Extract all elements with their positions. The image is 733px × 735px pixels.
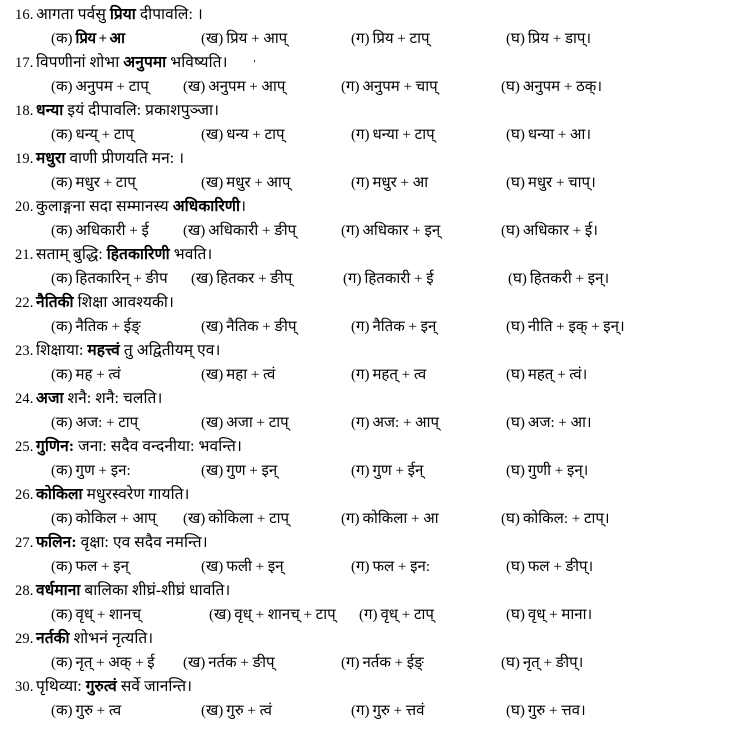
option-marker-b: (ख) [201, 319, 224, 335]
options-row [6, 507, 727, 531]
option-marker-b: (ख) [201, 415, 224, 431]
question-line [6, 483, 727, 507]
question-text [36, 147, 184, 171]
question-suffix: भविष्यति। [166, 54, 228, 71]
question-text [36, 3, 203, 27]
question-keyword: गुणिन: [36, 438, 75, 455]
option-c[interactable] [351, 363, 506, 387]
option-a-text: प्रिय + आ [75, 31, 125, 47]
question-keyword: गुरुत्वं [85, 678, 117, 695]
option-b-text: गुण + इन् [226, 463, 278, 479]
question-suffix: जना: सदैव वन्दनीया: भवन्ति। [74, 438, 242, 455]
option-b-text: गुरु + त्वं [226, 703, 272, 719]
option-a[interactable] [51, 555, 201, 579]
option-d-text: अधिकार + ई। [522, 223, 598, 239]
option-marker-d: (घ) [506, 367, 525, 383]
option-d-text: नृत् + ङीप्। [522, 655, 584, 671]
option-c[interactable] [341, 75, 501, 99]
question-suffix: मधुरस्वरेण गायति। [82, 486, 190, 503]
option-c-text: वृध् + टाप् [380, 607, 434, 623]
option-marker-d: (घ) [506, 175, 525, 191]
option-marker-c: (ग) [341, 655, 360, 671]
option-marker-d: (घ) [501, 511, 520, 527]
question-suffix: वाणी प्रीणयति मन: । [65, 150, 185, 167]
option-marker-c: (ग) [351, 703, 370, 719]
option-marker-c: (ग) [351, 463, 370, 479]
option-b-text: वृध् + शानच् + टाप् [234, 607, 336, 623]
options-row [6, 75, 727, 99]
question-prefix: आगता पर्वसु [36, 6, 110, 23]
option-d[interactable] [506, 603, 592, 627]
options-row [6, 315, 727, 339]
option-c[interactable] [351, 27, 506, 51]
option-b-text: नर्तक + ङीप् [208, 655, 275, 671]
option-d[interactable] [506, 27, 591, 51]
question-text [36, 339, 221, 363]
question-suffix: तु अद्वितीयम् एव। [119, 342, 221, 359]
option-c[interactable] [351, 315, 506, 339]
option-marker-b: (ख) [201, 175, 224, 191]
question-number: 24. [15, 391, 34, 407]
option-a-text: गुण + इन: [75, 463, 131, 479]
option-a-text: मह + त्वं [75, 367, 121, 383]
option-marker-d: (घ) [501, 655, 520, 671]
option-marker-b: (ख) [183, 79, 206, 95]
option-b-text: महा + त्वं [226, 367, 276, 383]
option-d-text: मधुर + चाप्। [527, 175, 596, 191]
option-a-text: कोकिल + आप् [75, 511, 157, 527]
option-marker-d: (घ) [506, 703, 525, 719]
option-b[interactable] [201, 363, 351, 387]
option-marker-a: (क) [51, 655, 73, 671]
option-c-text: नर्तक + ईङ् [362, 655, 424, 671]
option-a-text: अनुपम + टाप् [75, 79, 149, 95]
option-b-text: मधुर + आप् [226, 175, 291, 191]
question-prefix: पृथिव्या: [36, 678, 86, 695]
option-c[interactable] [351, 411, 506, 435]
option-d-text: धन्या + आ। [527, 127, 592, 143]
option-b[interactable] [201, 123, 351, 147]
question-text [36, 243, 212, 267]
option-marker-d: (घ) [508, 271, 527, 287]
option-b-text: धन्य + टाप् [226, 127, 285, 143]
option-marker-d: (घ) [501, 223, 520, 239]
question-suffix: इयं दीपावलि: प्रकाशपुञ्जा। [63, 102, 220, 119]
option-a-text: वृध् + शानच् [75, 607, 141, 623]
question-block [6, 3, 727, 51]
option-c[interactable] [351, 555, 506, 579]
option-d[interactable] [506, 699, 586, 723]
question-line [6, 99, 727, 123]
option-a[interactable] [51, 267, 191, 291]
option-a-text: हितकारिन् + ङीप [75, 271, 168, 287]
option-marker-b: (ख) [183, 223, 206, 239]
option-a-text: गुरु + त्व [75, 703, 122, 719]
option-marker-b: (ख) [201, 127, 224, 143]
options-row [6, 171, 727, 195]
question-block [6, 339, 727, 387]
option-marker-c: (ग) [341, 223, 360, 239]
option-b-text: फली + इन् [226, 559, 284, 575]
option-c[interactable] [341, 507, 501, 531]
question-block [6, 675, 727, 723]
question-number: 28. [15, 583, 34, 599]
question-keyword: धन्या [36, 102, 64, 119]
question-number: 16. [15, 7, 34, 23]
question-text [36, 531, 208, 555]
option-b[interactable] [201, 27, 351, 51]
question-number: 29. [15, 631, 34, 647]
option-marker-c: (ग) [359, 607, 378, 623]
question-number: 22. [15, 295, 34, 311]
question-number: 19. [15, 151, 34, 167]
question-block [6, 195, 727, 243]
option-b[interactable] [201, 315, 351, 339]
option-marker-b: (ख) [201, 367, 224, 383]
option-b[interactable] [201, 699, 351, 723]
option-marker-d: (घ) [506, 31, 525, 47]
option-a[interactable] [51, 411, 201, 435]
option-c-text: अधिकार + इन् [362, 223, 441, 239]
option-d[interactable] [501, 507, 610, 531]
question-text [36, 99, 219, 123]
question-text [36, 435, 242, 459]
options-row [6, 27, 727, 51]
question-text [36, 483, 190, 507]
question-number: 26. [15, 487, 34, 503]
question-suffix: शिक्षा आवश्यकी। [73, 294, 174, 311]
options-row [6, 267, 727, 291]
question-number: 25. [15, 439, 34, 455]
option-c-text: फल + इन: [372, 559, 430, 575]
options-row [6, 459, 727, 483]
question-keyword: फलिन: [36, 534, 77, 551]
option-d-text: वृध् + माना। [527, 607, 593, 623]
option-c-text: अज: + आप् [372, 415, 440, 431]
option-b[interactable] [183, 75, 341, 99]
option-a[interactable] [51, 171, 201, 195]
question-line [6, 243, 727, 267]
option-a-text: फल + इन् [75, 559, 129, 575]
question-block [6, 483, 727, 531]
options-row [6, 219, 727, 243]
option-marker-b: (ख) [209, 607, 232, 623]
question-number: 20. [15, 199, 34, 215]
option-a[interactable] [51, 123, 201, 147]
question-prefix: सताम् बुद्धि: [36, 246, 107, 263]
question-keyword: हितकारिणी [106, 246, 170, 263]
question-number: 18. [15, 103, 34, 119]
option-marker-a: (क) [51, 79, 73, 95]
option-b[interactable] [201, 411, 351, 435]
question-suffix: शोभनं नृत्यति। [69, 630, 154, 647]
option-d-text: अज: + आ। [527, 415, 592, 431]
option-marker-a: (क) [51, 223, 73, 239]
question-suffix: वृक्षा: एव सदैव नमन्ति। [76, 534, 208, 551]
option-d[interactable] [501, 75, 602, 99]
question-text [36, 675, 192, 699]
option-marker-a: (क) [51, 703, 73, 719]
options-row [6, 363, 727, 387]
question-number: 23. [15, 343, 34, 359]
option-c[interactable] [341, 219, 501, 243]
option-d-text: हितकरी + इन्। [529, 271, 610, 287]
question-keyword: अधिकारिणी [172, 198, 241, 215]
option-marker-b: (ख) [201, 559, 224, 575]
option-d-text: नीति + इक् + इन्। [527, 319, 625, 335]
option-a[interactable] [51, 651, 183, 675]
option-marker-a: (क) [51, 319, 73, 335]
option-a-text: नृत् + अक् + ई [75, 655, 155, 671]
option-d[interactable] [506, 363, 587, 387]
option-a[interactable] [51, 363, 201, 387]
options-row [6, 603, 727, 627]
option-c-text: प्रिय + टाप् [372, 31, 430, 47]
option-marker-d: (घ) [506, 415, 525, 431]
option-c[interactable] [351, 699, 506, 723]
option-c-text: नैतिक + इन् [372, 319, 437, 335]
question-keyword: प्रिया [109, 6, 136, 23]
question-text [36, 627, 153, 651]
option-a[interactable] [51, 27, 201, 51]
option-b[interactable] [183, 651, 341, 675]
option-marker-c: (ग) [341, 79, 360, 95]
options-row [6, 651, 727, 675]
options-row [6, 555, 727, 579]
options-row [6, 123, 727, 147]
option-marker-c: (ग) [351, 319, 370, 335]
option-d[interactable] [506, 411, 592, 435]
question-number: 30. [15, 679, 34, 695]
option-marker-b: (ख) [201, 463, 224, 479]
option-d-text: महत् + त्वं। [527, 367, 588, 383]
option-b-text: अजा + टाप् [226, 415, 289, 431]
option-marker-a: (क) [51, 463, 73, 479]
option-marker-b: (ख) [183, 511, 206, 527]
option-b[interactable] [183, 507, 341, 531]
question-keyword: नैतिकी [36, 294, 74, 311]
question-line [6, 627, 727, 651]
option-c[interactable] [351, 171, 506, 195]
option-c[interactable] [341, 651, 501, 675]
question-keyword: महत्त्वं [87, 342, 120, 359]
option-d[interactable] [508, 267, 609, 291]
option-d[interactable] [506, 171, 596, 195]
option-c-text: गुरु + त्तवं [372, 703, 425, 719]
option-b[interactable] [201, 555, 351, 579]
option-marker-b: (ख) [191, 271, 214, 287]
option-marker-c: (ग) [341, 511, 360, 527]
option-marker-a: (क) [51, 559, 73, 575]
question-keyword: कोकिला [36, 486, 83, 503]
option-d-text: गुरु + त्तव। [527, 703, 586, 719]
option-d[interactable] [506, 555, 593, 579]
option-d[interactable] [506, 315, 625, 339]
question-block [6, 435, 727, 483]
option-c[interactable] [359, 603, 506, 627]
option-marker-b: (ख) [201, 31, 224, 47]
option-marker-c: (ग) [351, 367, 370, 383]
question-text [36, 387, 162, 411]
option-a[interactable] [51, 603, 209, 627]
question-line [6, 435, 727, 459]
option-c-text: अनुपम + चाप् [362, 79, 438, 95]
option-a[interactable] [51, 459, 201, 483]
option-marker-d: (घ) [501, 79, 520, 95]
question-suffix: बालिका शीघ्रं-शीघ्रं धावति। [80, 582, 231, 599]
option-b-text: नैतिक + ङीप् [226, 319, 297, 335]
question-suffix: सर्वे जानन्ति। [116, 678, 193, 695]
question-line [6, 387, 727, 411]
option-marker-a: (क) [51, 127, 73, 143]
question-text [36, 579, 230, 603]
option-marker-d: (घ) [506, 559, 525, 575]
option-d[interactable] [506, 123, 591, 147]
question-text [36, 291, 174, 315]
question-text [36, 195, 246, 219]
option-d-text: अनुपम + ठक्। [522, 79, 603, 95]
question-number: 21. [15, 247, 34, 263]
question-block [6, 147, 727, 195]
option-a[interactable] [51, 507, 183, 531]
option-b-text: प्रिय + आप् [226, 31, 288, 47]
question-line [6, 51, 727, 75]
option-marker-b: (ख) [201, 703, 224, 719]
question-text [36, 51, 228, 75]
option-marker-c: (ग) [351, 127, 370, 143]
option-marker-c: (ग) [351, 175, 370, 191]
option-marker-c: (ग) [351, 415, 370, 431]
question-line [6, 579, 727, 603]
question-line [6, 147, 727, 171]
option-b[interactable] [209, 603, 359, 627]
question-block [6, 291, 727, 339]
option-b[interactable] [201, 459, 351, 483]
option-a-text: धन्य् + टाप् [75, 127, 134, 143]
option-marker-a: (क) [51, 511, 73, 527]
option-a[interactable] [51, 75, 183, 99]
question-line [6, 3, 727, 27]
question-block [6, 51, 727, 99]
question-number: 27. [15, 535, 34, 551]
question-prefix: विपणीनां शोभा [36, 54, 124, 71]
option-a-text: मधुर + टाप् [75, 175, 136, 191]
option-d-text: फल + ङीप्। [527, 559, 594, 575]
question-keyword: वर्धमाना [36, 582, 81, 599]
option-a[interactable] [51, 219, 183, 243]
option-c-text: महत् + त्व [372, 367, 427, 383]
option-marker-a: (क) [51, 607, 73, 623]
option-a-text: अधिकारी + ई [75, 223, 149, 239]
option-marker-a: (क) [51, 31, 73, 47]
option-b-text: हितकर + ङीप् [216, 271, 293, 287]
option-a[interactable] [51, 699, 201, 723]
question-line [6, 195, 727, 219]
option-b-text: कोकिला + टाप् [208, 511, 290, 527]
option-marker-a: (क) [51, 271, 73, 287]
question-suffix: शनै: शनै: चलति। [63, 390, 163, 407]
option-d[interactable] [501, 651, 583, 675]
question-block [6, 243, 727, 291]
question-suffix: दीपावलि: । [135, 6, 203, 23]
option-c[interactable] [351, 459, 506, 483]
option-a-text: अज: + टाप् [75, 415, 139, 431]
question-prefix: शिक्षाया: [36, 342, 88, 359]
option-marker-a: (क) [51, 367, 73, 383]
options-row [6, 699, 727, 723]
option-c[interactable] [343, 267, 508, 291]
option-b[interactable] [191, 267, 343, 291]
stray-ink-mark: ' [253, 58, 256, 70]
option-b-text: अनुपम + आप् [208, 79, 286, 95]
option-marker-c: (ग) [351, 31, 370, 47]
option-c-text: धन्या + टाप् [372, 127, 435, 143]
option-marker-c: (ग) [351, 559, 370, 575]
question-prefix: कुलाङ्गना सदा सम्मानस्य [36, 198, 173, 215]
option-d[interactable] [501, 219, 598, 243]
option-a-text: नैतिक + ईङ् [75, 319, 141, 335]
option-b[interactable] [201, 171, 351, 195]
option-marker-b: (ख) [183, 655, 206, 671]
options-row [6, 411, 727, 435]
question-keyword: अजा [36, 390, 64, 407]
question-keyword: अनुपमा [123, 54, 167, 71]
option-a[interactable] [51, 315, 201, 339]
option-d-text: प्रिय + डाप्। [527, 31, 592, 47]
option-marker-d: (घ) [506, 319, 525, 335]
question-line [6, 531, 727, 555]
question-keyword: नर्तकी [36, 630, 70, 647]
option-marker-d: (घ) [506, 127, 525, 143]
option-c-text: मधुर + आ [372, 175, 429, 191]
question-block [6, 531, 727, 579]
question-block [6, 99, 727, 147]
option-c-text: हितकारी + ई [364, 271, 434, 287]
question-block [6, 387, 727, 435]
question-line [6, 291, 727, 315]
question-block [6, 579, 727, 627]
question-line [6, 339, 727, 363]
option-b[interactable] [183, 219, 341, 243]
option-marker-a: (क) [51, 175, 73, 191]
question-suffix: । [240, 198, 247, 215]
option-c-text: गुण + ईन् [372, 463, 424, 479]
question-block [6, 627, 727, 675]
option-marker-a: (क) [51, 415, 73, 431]
question-keyword: मधुरा [36, 150, 66, 167]
option-marker-c: (ग) [343, 271, 362, 287]
option-marker-d: (घ) [506, 463, 525, 479]
question-suffix: भवति। [169, 246, 213, 263]
option-b-text: अधिकारी + ङीप् [208, 223, 297, 239]
option-d[interactable] [506, 459, 588, 483]
option-c-text: कोकिला + आ [362, 511, 439, 527]
option-d-text: गुणी + इन्। [527, 463, 589, 479]
question-number: 17. [15, 55, 34, 71]
option-c[interactable] [351, 123, 506, 147]
question-line [6, 675, 727, 699]
option-marker-d: (घ) [506, 607, 525, 623]
option-d-text: कोकिल: + टाप्। [522, 511, 610, 527]
